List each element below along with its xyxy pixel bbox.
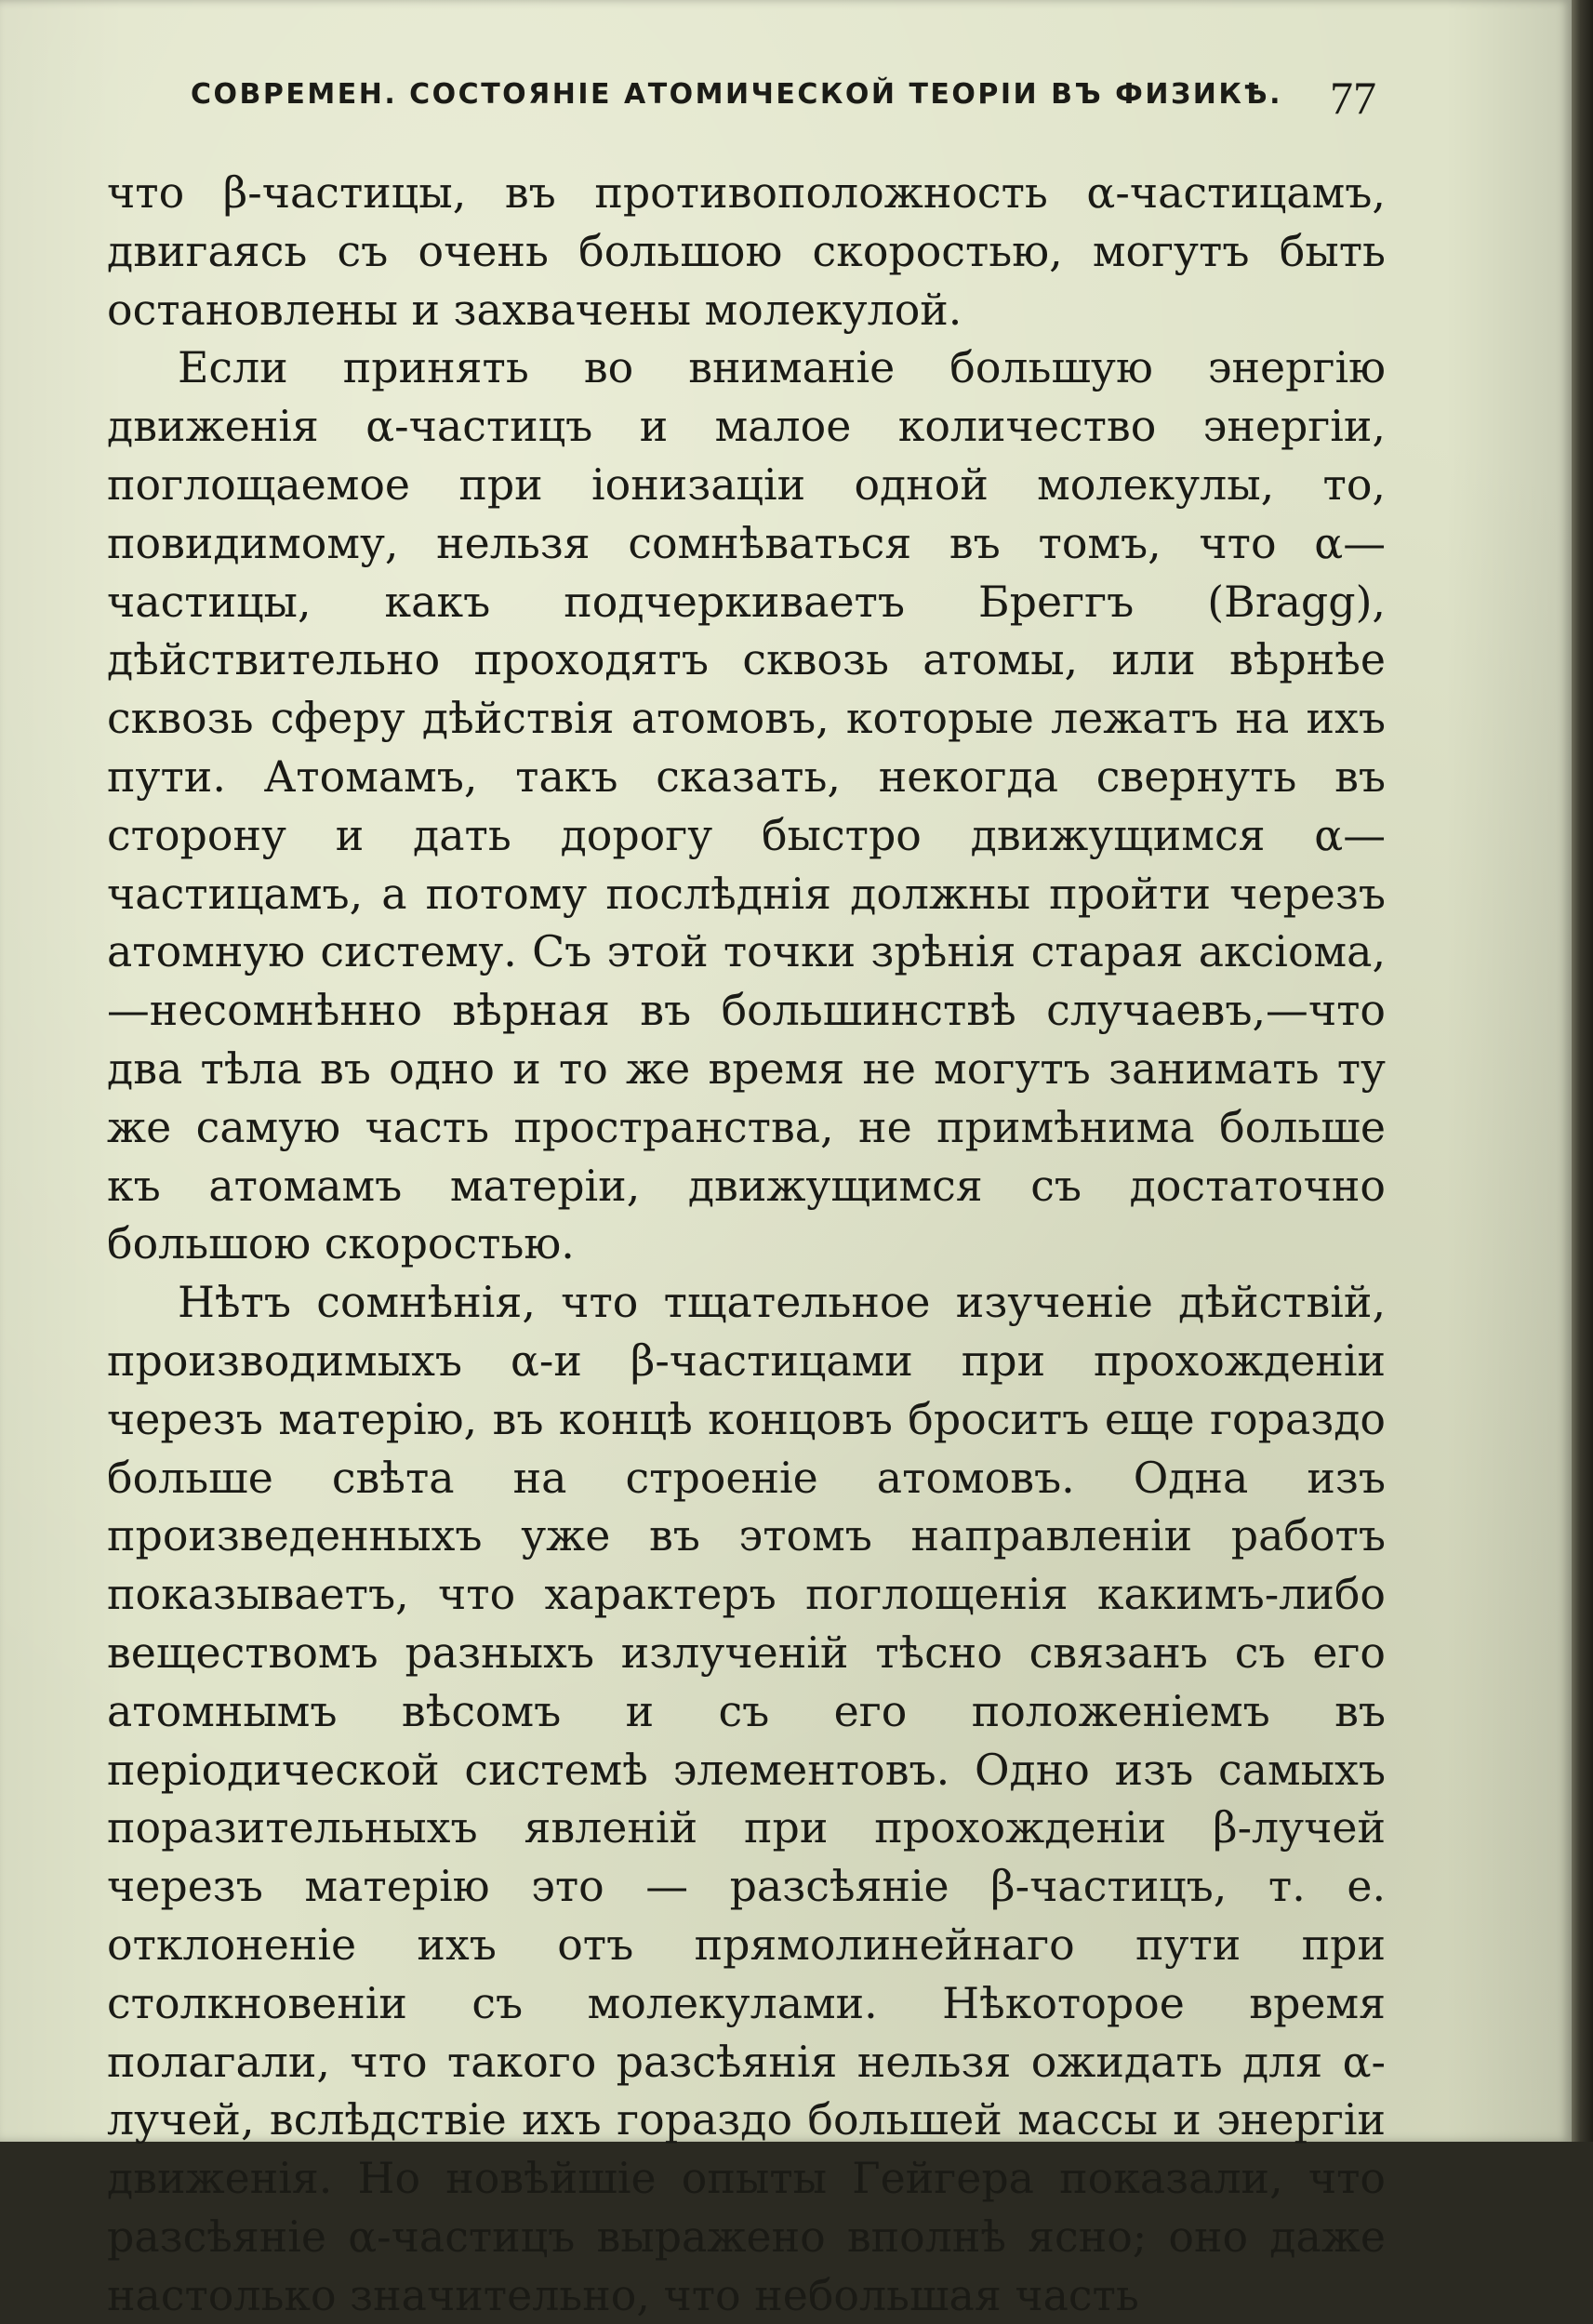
- body-text: [107, 164, 1386, 2324]
- page-header: [191, 71, 1376, 126]
- running-title: СОВРЕМЕН. СОСТОЯНІЕ АТОМИЧЕСКОЙ ТЕОРІИ ВЪ ФИЗИКѢ.: [191, 78, 1283, 111]
- paragraph-continuation: что β-частицы, въ противоположность α-частицамъ, двигаясь съ очень большою скоростью, могутъ быть остановлены и захвачены молекулой.: [107, 167, 1386, 335]
- paragraph-alpha-particles-through-atoms: Если принять во вниманіе большую энергію движенія α-частицъ и малое количество энергіи, поглощаемое при іонизаціи одной молекулы, то, повидимому, нельзя сомнѣваться въ томъ, что α—частицы, какъ подчеркиваетъ Бреггъ (Bragg), дѣйствительно проходятъ сквозь атомы, или вѣрнѣе сквозь сферу дѣйствія атомовъ, которые лежатъ на ихъ пути. Атомамъ, такъ сказать, некогда свернуть въ сторону и дать дорогу быстро движущимся α—частицамъ, а потому послѣднія должны пройти черезъ атомную систему. Съ этой точки зрѣнія старая аксіома,—несомнѣнно вѣрная въ большинствѣ случаевъ,—что два тѣла въ одно и то же время не могутъ занимать ту же самую часть пространства, не примѣнима больше къ атомамъ матеріи, движущимся съ достаточно большою скоростью.: [107, 342, 1386, 1269]
- paragraph-scattering: Нѣтъ сомнѣнія, что тщательное изученіе дѣйствій, производимыхъ α-и β-частицами при прохожденіи черезъ матерію, въ концѣ концовъ броситъ еще гораздо больше свѣта на строеніе атомовъ. Одна изъ произведенныхъ уже въ этомъ направленіи работъ показываетъ, что характеръ поглощенія какимъ-либо веществомъ разныхъ излученій тѣсно связанъ съ его атомнымъ вѣсомъ и съ его положеніемъ въ періодической системѣ элементовъ. Одно изъ самыхъ поразительныхъ явленій при прохожденіи β-лучей черезъ матерію это — разсѣяніе β-частицъ, т. е. отклоненіе ихъ отъ прямолинейнаго пути при столкновеніи съ молекулами. Нѣкоторое время полагали, что такого разсѣянія нельзя ожидать для α-лучей, вслѣдствіе ихъ гораздо большей массы и энергіи движенія. Но новѣйшіе опыты Гейгера показали, что разсѣяніе α-частицъ выражено вполнѣ ясно; оно даже настолько значительно, что небольшая часть: [107, 1277, 1386, 2320]
- page-edge: [1572, 0, 1593, 2142]
- page-number: 77: [1330, 72, 1376, 124]
